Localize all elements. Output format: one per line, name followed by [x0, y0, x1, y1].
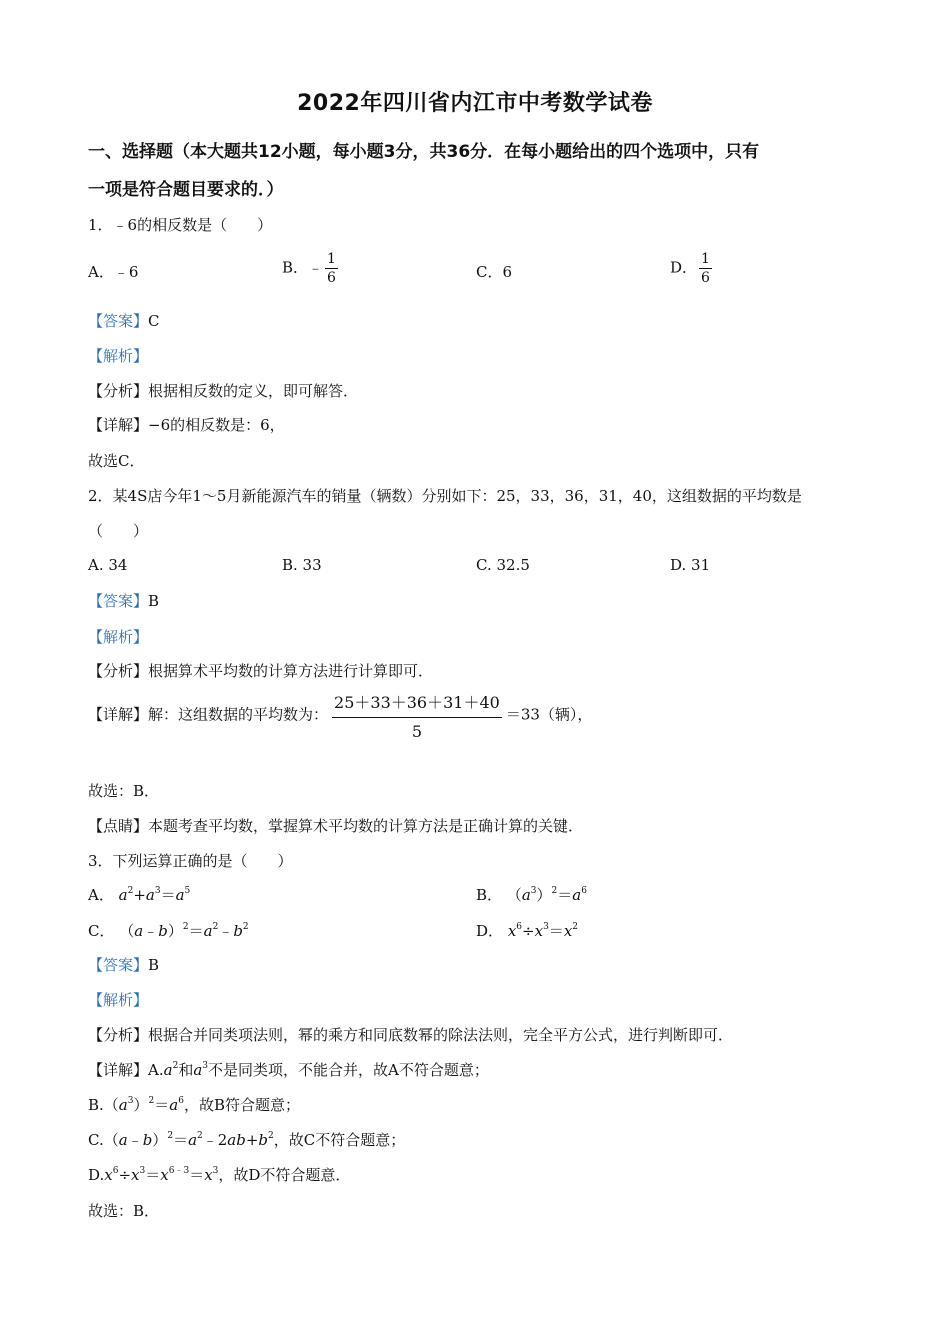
- q2-detail: [88, 690, 592, 741]
- fenxi-label: 【分析】: [88, 382, 149, 400]
- fraction-denominator: 6: [327, 270, 336, 286]
- fraction-numerator: 25＋33＋36＋31＋40: [332, 690, 502, 718]
- q2-fenxi-text: 根据算术平均数的计算方法进行计算即可．: [148, 662, 434, 680]
- q3-detail-a: 【详解】$A.a^2$和$a^3$不是同类项，不能合并，故A不符合题意；: [88, 1061, 489, 1079]
- fenxi-label: 【分析】: [88, 1026, 149, 1044]
- q3-option-a: A． $a^2+a^3=a^5$: [88, 886, 191, 904]
- q1-analysis-label: 【解析】: [88, 347, 149, 365]
- detail-label: 【详解】: [88, 416, 149, 434]
- q3-detail-d: $D.x^6\div x^3=x^{6﹣3}=x^3$，故D不符合题意．: [88, 1166, 351, 1184]
- q3-option-d-label: D．: [476, 922, 504, 940]
- q3-detail-a-text2: 和: [178, 1061, 194, 1079]
- q3-conclusion: 故选：B．: [88, 1202, 160, 1220]
- answer-label: 【答案】: [88, 956, 149, 974]
- q3-option-d: D． $x^6\div x^3=x^2$: [476, 922, 579, 940]
- q2-fenxi: [88, 660, 433, 681]
- answer-label: 【答案】: [88, 312, 149, 330]
- q3-option-c: C． $(a﹣b)^2=a^2﹣b^2$: [88, 922, 249, 940]
- q1-option-d-prefix: D．: [670, 258, 698, 277]
- q3-fenxi: [88, 1024, 733, 1045]
- q3-option-c-label: C．: [88, 922, 115, 940]
- q2-stem-line2: （ ）: [88, 522, 149, 540]
- q1-fenxi: [88, 380, 358, 401]
- q2-comment: [88, 815, 583, 836]
- q1-option-a: A．﹣6: [88, 263, 139, 281]
- fraction-denominator: 5: [411, 722, 423, 741]
- q3-option-b: B． $(a^3)^2=a^6$: [476, 886, 587, 904]
- q3-detail-a-text3: 不是同类项，不能合并，故A不符合题意；: [208, 1061, 489, 1079]
- q1-detail: [88, 414, 285, 435]
- q1-stem: 1．﹣6的相反数是（ ）: [88, 216, 273, 234]
- q3-option-a-label: A．: [88, 886, 114, 904]
- section-heading-line2: 一项是符合题目要求的．）: [88, 180, 284, 200]
- q2-stem-line1: 2．某4S店今年1～5月新能源汽车的销量（辆数）分别如下：25，33，36，31，40，这组数据的平均数是: [88, 487, 802, 505]
- q2-conclusion: 故选：B．: [88, 782, 160, 800]
- q2-comment-text: 本题考查平均数，掌握算术平均数的计算方法是正确计算的关键．: [148, 817, 584, 835]
- q1-option-b-fraction: [325, 250, 338, 287]
- q3-detail-d-text: ，故D不符合题意．: [218, 1166, 351, 1184]
- section-heading-line1: 一、选择题（本大题共12小题，每小题3分，共36分．在每小题给出的四个选项中，只有: [88, 142, 760, 162]
- q1-detail-text: −6的相反数是：6，: [148, 416, 285, 434]
- q3-stem: 3．下列运算正确的是（ ）: [88, 852, 293, 870]
- q2-option-a: A. 34: [88, 556, 128, 574]
- fraction-numerator: 1: [701, 251, 710, 267]
- q3-answer: [88, 954, 159, 975]
- detail-label: 【详解】: [88, 1061, 149, 1079]
- q1-fenxi-text: 根据相反数的定义，即可解答．: [148, 382, 359, 400]
- q2-option-b: B. 33: [282, 556, 322, 574]
- q3-detail-b-text: ，故B符合题意；: [183, 1096, 300, 1114]
- q2-option-c: C. 32.5: [476, 556, 530, 574]
- q3-detail-b: $B.(a^3)^2=a^6$，故B符合题意；: [88, 1096, 300, 1114]
- q1-answer-value: C: [148, 312, 160, 330]
- answer-label: 【答案】: [88, 592, 149, 610]
- q1-option-d: [670, 250, 714, 287]
- fraction-denominator: 6: [701, 270, 710, 286]
- q3-option-b-label: B．: [476, 886, 503, 904]
- q1-option-c: C．6: [476, 263, 513, 281]
- comment-label: 【点睛】: [88, 817, 149, 835]
- q2-detail-prefix: 解：这组数据的平均数为：: [148, 705, 329, 724]
- q3-fenxi-text: 根据合并同类项法则，幂的乘方和同底数幂的除法法则，完全平方公式，进行判断即可．: [148, 1026, 734, 1044]
- q3-detail-c: $C.(a﹣b)^2=a^2﹣2ab+b^2$，故C不符合题意；: [88, 1131, 406, 1149]
- fenxi-label: 【分析】: [88, 662, 149, 680]
- q2-analysis-label: 【解析】: [88, 628, 149, 646]
- q1-option-b-prefix: B．﹣: [282, 258, 324, 277]
- q3-detail-a-text1: A.: [148, 1061, 164, 1079]
- q1-option-d-fraction: [699, 250, 712, 287]
- page-title: 2022年四川省内江市中考数学试卷: [297, 91, 653, 116]
- q3-detail-c-text: ，故C不符合题意；: [273, 1131, 406, 1149]
- q1-conclusion: 故选C．: [88, 452, 145, 470]
- q1-answer: [88, 310, 160, 331]
- fraction-numerator: 1: [327, 251, 336, 267]
- q2-answer-value: B: [148, 592, 160, 610]
- q1-option-b: [282, 250, 340, 287]
- q2-answer: [88, 590, 159, 611]
- q3-analysis-label: 【解析】: [88, 991, 149, 1009]
- detail-label: 【详解】: [88, 705, 149, 724]
- q2-option-d: D. 31: [670, 556, 711, 574]
- q2-mean-fraction: [332, 690, 502, 741]
- q2-detail-suffix: ＝33（辆），: [505, 705, 593, 724]
- q3-answer-value: B: [148, 956, 160, 974]
